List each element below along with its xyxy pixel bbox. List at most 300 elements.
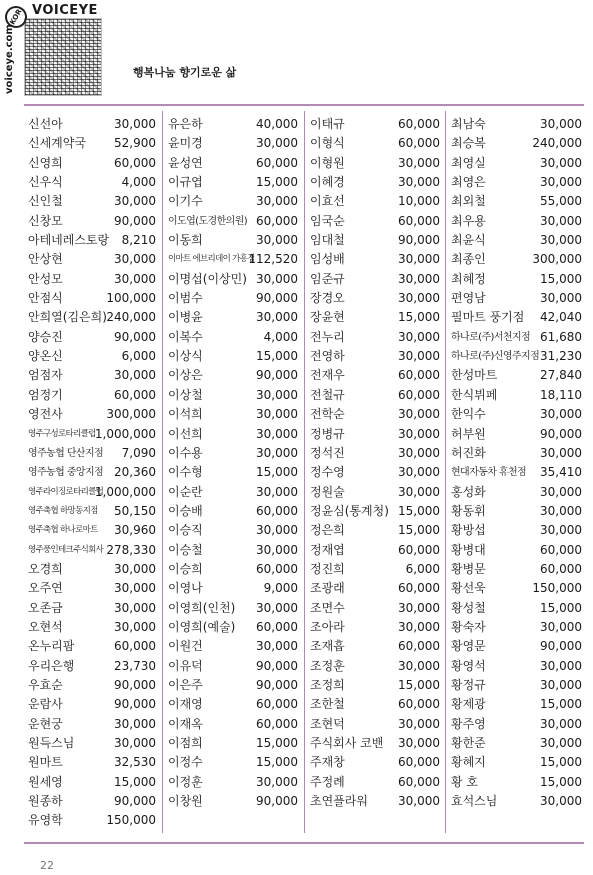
donor-name: 장경오 xyxy=(310,291,345,306)
donor-name: 엄점자 xyxy=(28,368,63,383)
donor-row xyxy=(28,695,156,714)
donation-amount: 30,000 xyxy=(540,736,582,750)
donor-row xyxy=(28,212,156,231)
donor-name: 조한철 xyxy=(310,697,345,712)
donation-amount: 60,000 xyxy=(114,155,156,170)
donor-name: 윤미경 xyxy=(168,136,203,151)
donation-amount: 90,000 xyxy=(114,794,156,809)
donor-row xyxy=(310,502,440,521)
donor-name: 안점식 xyxy=(28,291,63,306)
donor-row xyxy=(28,192,156,211)
donor-name: 최영실 xyxy=(451,155,486,170)
donation-amount: 15,000 xyxy=(256,755,298,770)
donation-amount: 55,000 xyxy=(540,194,582,209)
donor-name: 원득스님 xyxy=(28,736,75,750)
donation-amount: 15,000 xyxy=(114,774,156,789)
donor-row xyxy=(168,444,298,463)
donor-name: 이원건 xyxy=(168,639,203,654)
donor-row xyxy=(451,425,582,444)
donation-amount: 15,000 xyxy=(540,271,582,286)
donation-amount: 60,000 xyxy=(540,542,582,557)
donation-amount: 60,000 xyxy=(398,755,440,770)
donor-row xyxy=(28,753,156,772)
donor-name: 조현덕 xyxy=(310,716,345,731)
donor-row xyxy=(451,173,582,192)
donor-row xyxy=(168,425,298,444)
donor-name: 조정훈 xyxy=(310,658,345,673)
donor-name: 황동휘 xyxy=(451,503,486,518)
donor-name: 원세영 xyxy=(28,774,63,789)
donor-row xyxy=(451,192,582,211)
donor-row xyxy=(451,637,582,656)
donor-name: 전철규 xyxy=(310,387,345,402)
donor-name: 허부원 xyxy=(451,426,486,441)
donor-name: 영주라이징로타리클럽 xyxy=(28,486,104,497)
donor-name: 원마트 xyxy=(28,755,63,770)
donor-row xyxy=(451,366,582,385)
donor-column-3 xyxy=(310,115,440,811)
donor-row xyxy=(310,541,440,560)
donor-row xyxy=(168,134,298,153)
donor-name: 황 호 xyxy=(451,774,478,789)
donor-row xyxy=(168,483,298,502)
donor-row xyxy=(28,579,156,598)
donor-row xyxy=(451,308,582,327)
donor-row xyxy=(28,386,156,405)
donor-name: 정석진 xyxy=(310,445,345,460)
donation-amount: 60,000 xyxy=(256,716,298,731)
donor-name: 황성철 xyxy=(451,600,486,615)
donor-row xyxy=(310,521,440,540)
donor-name: 이영희(예술) xyxy=(168,619,236,634)
donor-name: 조광래 xyxy=(310,581,345,596)
donation-amount: 30,000 xyxy=(256,639,298,654)
donor-row xyxy=(168,715,298,734)
donation-amount: 30,000 xyxy=(398,658,440,673)
donor-row xyxy=(310,695,440,714)
donor-name: 전재우 xyxy=(310,368,345,383)
donor-row xyxy=(310,618,440,637)
bottom-divider xyxy=(24,842,584,844)
donation-amount: 35,410 xyxy=(540,465,582,480)
donor-name: 허진화 xyxy=(451,445,486,460)
donor-name: 황한준 xyxy=(451,736,486,750)
donation-amount: 30,000 xyxy=(540,503,582,518)
donor-name: 이유덕 xyxy=(168,658,203,673)
donation-amount: 30,000 xyxy=(398,175,440,190)
donation-amount: 60,000 xyxy=(398,542,440,557)
donation-amount: 4,000 xyxy=(263,329,298,344)
donor-row xyxy=(451,347,582,366)
donor-name: 조면수 xyxy=(310,600,345,615)
donor-row xyxy=(168,212,298,231)
donor-name: 이순란 xyxy=(168,484,203,499)
donor-name: 주식회사 코밴 xyxy=(310,736,384,750)
donor-name: 아테네레스토랑 xyxy=(28,233,110,248)
donor-row xyxy=(168,347,298,366)
donor-row xyxy=(310,134,440,153)
donor-name: 이범수 xyxy=(168,291,203,306)
donor-row xyxy=(168,521,298,540)
donor-name: 한식뷔페 xyxy=(451,387,498,402)
donor-name: 이은주 xyxy=(168,677,203,692)
donation-amount: 90,000 xyxy=(114,697,156,712)
donation-amount: 90,000 xyxy=(114,213,156,228)
donor-name: 양온신 xyxy=(28,349,63,364)
donor-name: 오주연 xyxy=(28,581,63,596)
donation-amount: 30,000 xyxy=(398,426,440,441)
donation-amount: 60,000 xyxy=(256,619,298,634)
donor-row xyxy=(310,154,440,173)
donation-amount: 60,000 xyxy=(398,117,440,131)
donation-amount: 15,000 xyxy=(540,697,582,712)
donor-name: 최혜정 xyxy=(451,271,486,286)
donor-name: 정은희 xyxy=(310,523,345,538)
donation-amount: 30,000 xyxy=(540,117,582,131)
donor-name: 이혜경 xyxy=(310,175,345,190)
page-number: 22 xyxy=(40,859,54,872)
donation-amount: 15,000 xyxy=(398,523,440,538)
donor-name: 이병윤 xyxy=(168,310,203,325)
donation-amount: 31,230 xyxy=(540,349,582,364)
donation-amount: 61,680 xyxy=(540,329,582,344)
donor-row xyxy=(28,134,156,153)
donor-name: 이기수 xyxy=(168,194,203,209)
donor-row xyxy=(168,695,298,714)
donor-row xyxy=(28,676,156,695)
donation-amount: 30,000 xyxy=(114,581,156,596)
donor-name: 하나로(주)신영주지점 xyxy=(451,351,540,363)
donor-name: 한익수 xyxy=(451,407,486,422)
donation-amount: 30,000 xyxy=(540,658,582,673)
donation-amount: 15,000 xyxy=(256,175,298,190)
donor-name: 이상은 xyxy=(168,368,203,383)
donor-row xyxy=(168,773,298,792)
donor-name: 황병대 xyxy=(451,542,486,557)
donor-row xyxy=(28,231,156,250)
donor-name: 오존금 xyxy=(28,600,63,615)
donation-amount: 30,000 xyxy=(114,619,156,634)
donor-row xyxy=(451,463,582,482)
donation-amount: 60,000 xyxy=(256,213,298,228)
donor-row xyxy=(310,657,440,676)
donation-amount: 90,000 xyxy=(256,368,298,383)
donor-name: 운람사 xyxy=(28,697,63,712)
page-subtitle: 행복나눔 향기로운 삶 xyxy=(133,66,237,79)
donor-row xyxy=(168,328,298,347)
donor-name: 영주구성로타리클럽 xyxy=(28,428,96,439)
donation-amount: 30,000 xyxy=(114,271,156,286)
donor-row xyxy=(310,463,440,482)
donor-row xyxy=(451,773,582,792)
donor-row xyxy=(310,173,440,192)
donor-row xyxy=(310,773,440,792)
donor-row xyxy=(168,231,298,250)
donor-name: 이동희 xyxy=(168,233,203,248)
donor-row xyxy=(451,134,582,153)
donor-row xyxy=(310,483,440,502)
donor-row xyxy=(451,715,582,734)
donor-row xyxy=(168,405,298,424)
donor-row xyxy=(310,212,440,231)
donor-row xyxy=(451,270,582,289)
donor-name: 이영희(인천) xyxy=(168,600,236,615)
donation-amount: 30,000 xyxy=(114,117,156,131)
donation-amount: 30,000 xyxy=(398,155,440,170)
donor-column-4 xyxy=(451,115,582,811)
donor-name: 전누리 xyxy=(310,329,345,344)
donor-row xyxy=(310,599,440,618)
donation-amount: 30,000 xyxy=(540,794,582,809)
donor-row xyxy=(451,444,582,463)
donor-column-2 xyxy=(168,115,298,811)
donor-name: 엄정기 xyxy=(28,387,63,402)
donor-name: 이태규 xyxy=(310,117,345,131)
donor-row xyxy=(28,618,156,637)
donor-name: 윤성연 xyxy=(168,155,203,170)
donation-amount: 30,000 xyxy=(256,233,298,248)
donor-row xyxy=(451,405,582,424)
donation-amount: 9,000 xyxy=(263,581,298,596)
donation-amount: 20,360 xyxy=(114,465,156,480)
qr-code xyxy=(24,18,102,96)
donation-amount: 30,000 xyxy=(256,542,298,557)
donor-name: 신인철 xyxy=(28,194,63,209)
donor-name: 이형식 xyxy=(310,136,345,151)
donor-row xyxy=(28,347,156,366)
donor-row xyxy=(310,366,440,385)
donation-amount: 15,000 xyxy=(398,310,440,325)
donor-row xyxy=(310,405,440,424)
donor-row xyxy=(28,328,156,347)
donor-name: 황방섭 xyxy=(451,523,486,538)
donor-row xyxy=(28,405,156,424)
donor-row xyxy=(451,289,582,308)
donation-amount: 30,000 xyxy=(256,774,298,789)
donor-row xyxy=(168,792,298,811)
donor-row xyxy=(310,250,440,269)
donation-amount: 30,000 xyxy=(540,175,582,190)
donation-amount: 27,840 xyxy=(540,368,582,383)
donor-row xyxy=(28,657,156,676)
donor-row xyxy=(28,715,156,734)
column-divider xyxy=(445,111,446,833)
donor-name: 영주축협 하망동지점 xyxy=(28,505,98,516)
donor-row xyxy=(451,618,582,637)
donation-amount: 30,000 xyxy=(398,445,440,460)
donor-row xyxy=(451,753,582,772)
donation-amount: 30,000 xyxy=(540,677,582,692)
donor-name: 신세계약국 xyxy=(28,136,86,151)
donation-amount: 8,210 xyxy=(121,233,156,248)
donor-name: 초연플라워 xyxy=(310,794,368,809)
donation-amount: 90,000 xyxy=(256,291,298,306)
donor-row xyxy=(168,579,298,598)
donor-row xyxy=(168,192,298,211)
donor-row xyxy=(168,173,298,192)
donor-row xyxy=(451,734,582,753)
donor-name: 황정규 xyxy=(451,677,486,692)
donation-amount: 30,000 xyxy=(256,407,298,422)
donation-amount: 90,000 xyxy=(256,794,298,809)
donor-row xyxy=(168,676,298,695)
donation-amount: 30,000 xyxy=(398,736,440,750)
donor-name: 임대철 xyxy=(310,233,345,248)
donor-name: 유은하 xyxy=(168,117,203,131)
donor-row xyxy=(451,599,582,618)
donation-amount: 1,000,000 xyxy=(94,426,156,441)
donor-name: 황숙자 xyxy=(451,619,486,634)
donation-amount: 30,000 xyxy=(398,794,440,809)
donation-amount: 30,000 xyxy=(256,387,298,402)
donor-name: 안성모 xyxy=(28,271,63,286)
donor-row xyxy=(28,154,156,173)
donation-amount: 30,000 xyxy=(398,271,440,286)
donor-row xyxy=(451,483,582,502)
donor-row xyxy=(28,308,156,327)
donor-row xyxy=(451,541,582,560)
donor-row xyxy=(310,308,440,327)
donor-name: 영주농협 중앙지점 xyxy=(28,467,104,479)
donor-row xyxy=(451,695,582,714)
donor-name: 신영희 xyxy=(28,155,63,170)
donor-name: 이정훈 xyxy=(168,774,203,789)
donation-amount: 15,000 xyxy=(540,774,582,789)
donor-name: 신선아 xyxy=(28,117,63,131)
donor-row xyxy=(310,734,440,753)
donation-amount: 18,110 xyxy=(540,387,582,402)
donor-name: 정윤심(통계청) xyxy=(310,503,389,518)
donor-row xyxy=(28,250,156,269)
donor-row xyxy=(310,579,440,598)
donation-amount: 7,090 xyxy=(121,445,156,460)
donation-amount: 42,040 xyxy=(540,310,582,325)
donation-amount: 1,000,000 xyxy=(94,484,156,499)
donor-row xyxy=(28,811,156,830)
donation-amount: 30,000 xyxy=(398,349,440,364)
donor-row xyxy=(28,115,156,134)
donor-row xyxy=(451,115,582,134)
donor-name: 정수영 xyxy=(310,465,345,480)
donor-name: 신우식 xyxy=(28,175,63,190)
donation-amount: 30,000 xyxy=(398,407,440,422)
donor-row xyxy=(310,386,440,405)
donation-amount: 240,000 xyxy=(106,310,156,325)
donation-amount: 30,000 xyxy=(540,619,582,634)
donor-row xyxy=(28,792,156,811)
donation-amount: 30,000 xyxy=(540,523,582,538)
donation-amount: 112,520 xyxy=(248,252,298,267)
donor-row xyxy=(310,270,440,289)
donation-amount: 30,000 xyxy=(256,484,298,499)
donor-row xyxy=(310,444,440,463)
donor-row xyxy=(28,521,156,540)
donor-name: 황영문 xyxy=(451,639,486,654)
donor-name: 주재창 xyxy=(310,755,345,770)
donor-name: 이효선 xyxy=(310,194,345,209)
donor-name: 정재엽 xyxy=(310,542,345,557)
donor-row xyxy=(168,289,298,308)
donation-amount: 30,000 xyxy=(114,368,156,383)
donor-row xyxy=(168,753,298,772)
donor-row xyxy=(310,637,440,656)
donation-amount: 30,000 xyxy=(398,716,440,731)
donor-name: 황병문 xyxy=(451,561,486,576)
donor-name: 이상철 xyxy=(168,387,203,402)
donor-row xyxy=(310,792,440,811)
donor-name: 이수용 xyxy=(168,445,203,460)
donor-name: 최종인 xyxy=(451,252,486,267)
donor-row xyxy=(451,521,582,540)
donor-name: 황제광 xyxy=(451,697,486,712)
donor-name: 최윤식 xyxy=(451,233,486,248)
donor-name: 이규엽 xyxy=(168,175,203,190)
donation-amount: 30,000 xyxy=(256,271,298,286)
donor-row xyxy=(168,250,298,269)
donor-name: 이영나 xyxy=(168,581,203,596)
donation-amount: 6,000 xyxy=(121,349,156,364)
donor-row xyxy=(28,637,156,656)
donation-amount: 30,000 xyxy=(256,194,298,209)
donation-amount: 90,000 xyxy=(256,677,298,692)
donation-amount: 30,000 xyxy=(398,252,440,267)
donation-amount: 60,000 xyxy=(398,368,440,383)
donation-amount: 300,000 xyxy=(106,407,156,422)
donor-name: 이마트 에브리데이 가흥점 xyxy=(168,254,255,265)
donor-row xyxy=(28,560,156,579)
donor-row xyxy=(310,753,440,772)
donation-amount: 15,000 xyxy=(256,465,298,480)
top-divider xyxy=(24,104,584,106)
donor-name: 하나로(주)서천지점 xyxy=(451,331,531,343)
donor-column-1 xyxy=(28,115,156,831)
donor-name: 영주풍인테크주식회사 xyxy=(28,544,104,555)
donor-row xyxy=(168,618,298,637)
donation-amount: 90,000 xyxy=(398,233,440,248)
donor-name: 조정희 xyxy=(310,677,345,692)
donation-amount: 15,000 xyxy=(256,349,298,364)
donor-row xyxy=(28,502,156,521)
donor-row xyxy=(451,386,582,405)
donor-row xyxy=(451,212,582,231)
donation-amount: 52,900 xyxy=(114,136,156,151)
donation-amount: 30,000 xyxy=(256,445,298,460)
donor-row xyxy=(168,541,298,560)
donor-name: 필마트 풍기점 xyxy=(451,310,525,325)
donor-name: 임성배 xyxy=(310,252,345,267)
donor-name: 전영하 xyxy=(310,349,345,364)
donor-name: 효석스님 xyxy=(451,794,498,809)
donor-row xyxy=(451,792,582,811)
donor-name: 이석희 xyxy=(168,407,203,422)
donor-row xyxy=(451,657,582,676)
donor-row xyxy=(168,734,298,753)
donor-row xyxy=(451,250,582,269)
donor-row xyxy=(28,425,156,444)
donor-name: 주정례 xyxy=(310,774,345,789)
donation-amount: 60,000 xyxy=(256,503,298,518)
donor-name: 안희열(김은희) xyxy=(28,310,107,325)
donation-amount: 278,330 xyxy=(106,542,156,557)
kor-badge: KOR xyxy=(1,2,31,32)
donor-name: 최승복 xyxy=(451,136,486,151)
donation-amount: 30,000 xyxy=(256,600,298,615)
donor-name: 임준규 xyxy=(310,271,345,286)
donor-name: 이점희 xyxy=(168,736,203,750)
donation-amount: 30,000 xyxy=(540,291,582,306)
donor-name: 편영남 xyxy=(451,291,486,306)
donor-name: 황혜지 xyxy=(451,755,486,770)
